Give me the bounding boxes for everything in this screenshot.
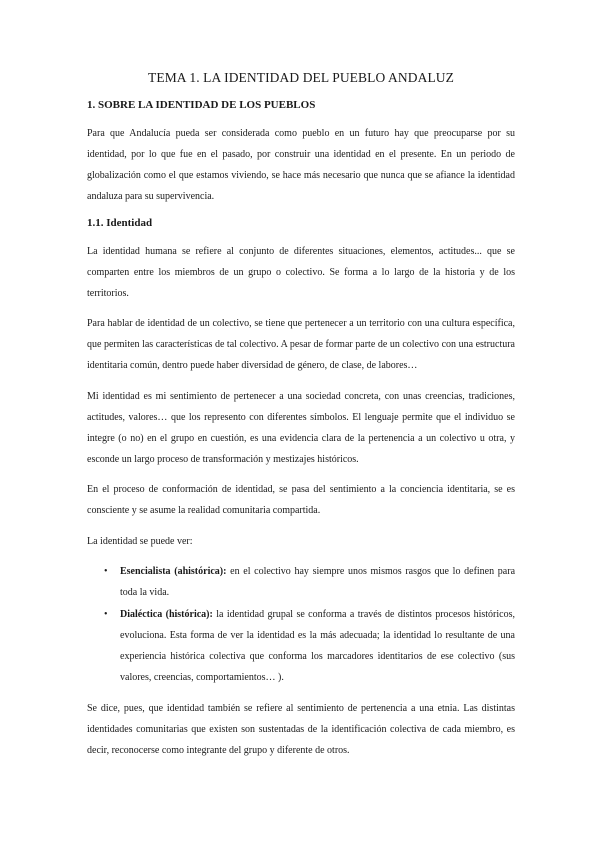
list-item <box>87 561 515 603</box>
closing-paragraph: Se dice, pues, que identidad también se refiere al sentimiento de pertenencia a una etnia. Las distintas identidades comunitarias que existen son sustentadas de la identificación colectiva de cada miembro, es decir, reconocerse como integrante del grupo y diferente de otros. <box>87 703 515 756</box>
identity-types-list <box>87 561 515 688</box>
paragraph: Mi identidad es mi sentimiento de pertenecer a una sociedad concreta, con unas creencias, tradiciones, actitudes, valores… que los represento con diferentes símbolos. El lenguaje permite que el individuo se integre (o no) en el grupo en cuestión, es una evidencia clara de la pertenencia a un colectivo u otra, y esconde un largo proceso de transformación y mestizajes históricos. <box>87 390 515 465</box>
subsection-heading: 1.1. Identidad <box>87 216 153 229</box>
paragraph: La identidad humana se refiere al conjunto de diferentes situaciones, elementos, actitudes... que se comparten entre los miembros de un grupo o colectivo. Se forma a lo largo de la historia y de los territorios. <box>87 245 515 299</box>
paragraph: En el proceso de conformación de identidad, se pasa del sentimiento a la conciencia identitaria, se es consciente y se asume la realidad comunitaria compartida. <box>87 484 515 516</box>
list-item-text: en el colectivo hay siempre unos mismos rasgos que lo definen para toda la vida. <box>120 566 516 598</box>
list-item-text: la identidad grupal se conforma a través de distintos procesos históricos, evoluciona. Esta forma de ver la identidad es la más adecuada; la identidad lo resultante de una experiencia histórica colectiva que conforma los marcadores identitarios de ese colectivo (sus valores, creencias, comportamientos… ). <box>120 609 515 683</box>
bullet-icon: • <box>104 609 108 620</box>
paragraph: Para hablar de identidad de un colectivo, se tiene que pertenecer a un territorio con una cultura específica, que permiten las características de tal colectivo. A pesar de formar parte de un colectivo con una estructura identitaria común, dentro puede haber diversidad de género, de clase, de labores… <box>87 318 515 371</box>
list-intro: La identidad se puede ver: <box>87 535 193 547</box>
list-item <box>87 604 515 688</box>
list-item-term: Esencialista (ahistórica): <box>120 566 227 577</box>
section-heading: 1. SOBRE LA IDENTIDAD DE LOS PUEBLOS <box>87 99 316 111</box>
list-item-term: Dialéctica (histórica): <box>120 609 213 620</box>
bullet-icon: • <box>104 566 108 577</box>
document-title: TEMA 1. LA IDENTIDAD DEL PUEBLO ANDALUZ <box>148 70 454 85</box>
document-body <box>87 70 515 771</box>
intro-paragraph: Para que Andalucía pueda ser considerada como pueblo en un futuro hay que preocuparse por su identidad, por lo que fue en el pasado, por construir una identidad en el presente. En un periodo de globalización como el que estamos viviendo, se hace más necesario que nunca que se afiance la identidad andaluza para su supervivencia. <box>87 128 515 202</box>
